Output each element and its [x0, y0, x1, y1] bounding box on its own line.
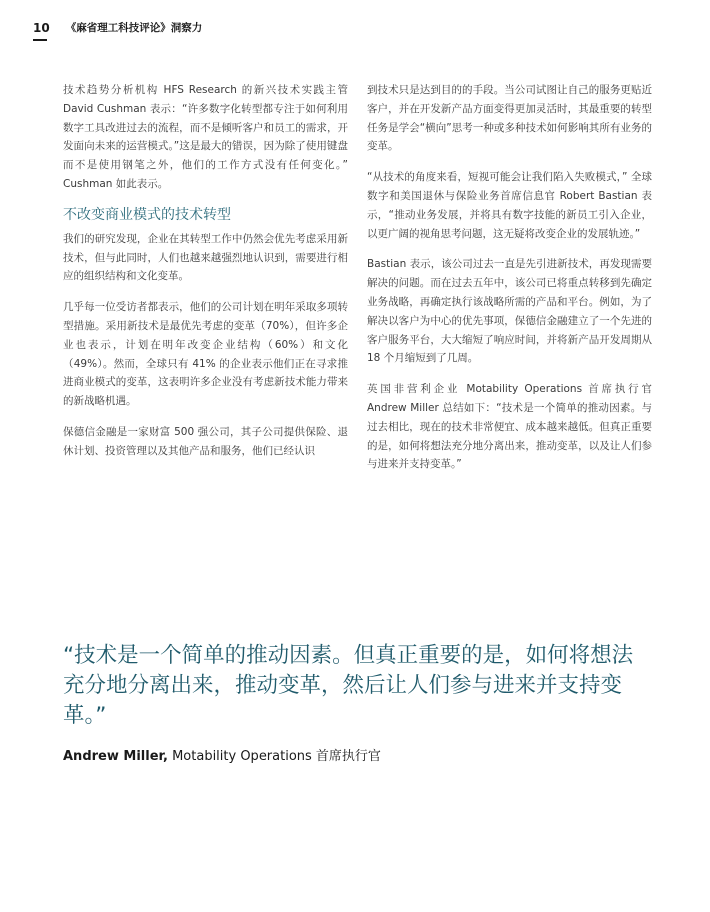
left-column — [63, 81, 348, 473]
left-paragraph-4: 保德信金融是一家财富 500 强公司，其子公司提供保险、退休计划、投资管理以及其他产品和服务，他们已经认识 — [63, 425, 348, 457]
publication-title: 《麻省理工科技评论》洞察力 — [65, 22, 203, 34]
left-paragraph-1: 技术趋势分析机构 HFS Research 的新兴技术实践主管 David Cushman 表示：“许多数字化转型都专注于如何利用数字工具改进过去的流程，而不是倾听客户和员工的需求，开发面向未来的运营模式。”这是最大的错误，因为除了使用键盘而不是使用钢笔之外，他们的工作方式没有任何变化。” Cushman 如此表示。 — [63, 84, 348, 190]
right-paragraph-2: “从技术的角度来看，短视可能会让我们陷入失败模式，” 全球数字和美国退休与保险业务首席信息官 Robert Bastian 表示，“推动业务发展，并将具有数字技能的新员工引入企业，以更广阔的视角思考问题，这无疑将改变企业的发展轨迹。” — [367, 171, 652, 240]
attribution-role: Motability Operations 首席执行官 — [167, 749, 381, 764]
quote-attribution — [63, 745, 653, 764]
right-paragraph-1: 到技术只是达到目的的手段。当公司试图让自己的服务更贴近客户，并在开发新产品方面变得更加灵活时，其最重要的转型任务是学会“横向”思考一种或多种技术如何影响其所有业务的变革。 — [367, 84, 652, 153]
section-subheading: 不改变商业模式的技术转型 — [63, 206, 231, 223]
pull-quote-block — [63, 641, 653, 764]
attribution-name: Andrew Miller, — [63, 749, 168, 764]
left-paragraph-3: 几乎每一位受访者都表示，他们的公司计划在明年采取多项转型措施。采用新技术是最优先考虑的变革（70%），但许多企业也表示，计划在明年改变企业结构（60%）和文化（49%）。然而，全球只有 41% 的企业表示他们正在寻求推进商业模式的变革，这表明许多企业没有考虑新技术能力带来的新战略机遇。 — [63, 301, 348, 408]
right-paragraph-3: Bastian 表示，该公司过去一直是先引进新技术，再发现需要解决的问题。而在过去五年中，该公司已将重点转移到先确定业务战略，再确定执行该战略所需的产品和平台。例如，为了解决以客户为中心的优先事项，保德信金融建立了一个先进的客户服务平台，大大缩短了响应时间，并将新产品开发周期从 18 个月缩短到了几周。 — [367, 258, 652, 365]
right-paragraph-4: 英国非营利企业 Motability Operations 首席执行官 Andrew Miller 总结如下：“技术是一个简单的推动因素。与过去相比，现在的技术非常便宜、成本越来越低。但真正重要的是，如何将想法充分地分离出来，推动变革，以及让人们参与进来并支持变革。” — [367, 383, 652, 471]
left-paragraph-2: 我们的研究发现，企业在其转型工作中仍然会优先考虑采用新技术，但与此同时，人们也越来越强烈地认识到，需要进行相应的组织结构和文化变革。 — [63, 232, 348, 283]
pull-quote: “技术是一个简单的推动因素。但真正重要的是，如何将想法充分地分离出来，推动变革，然后让人们参与进来并支持变革。” — [63, 643, 634, 728]
right-column — [367, 81, 652, 486]
header-rule — [33, 39, 47, 41]
page-header — [33, 20, 202, 35]
page-number: 10 — [33, 20, 50, 35]
